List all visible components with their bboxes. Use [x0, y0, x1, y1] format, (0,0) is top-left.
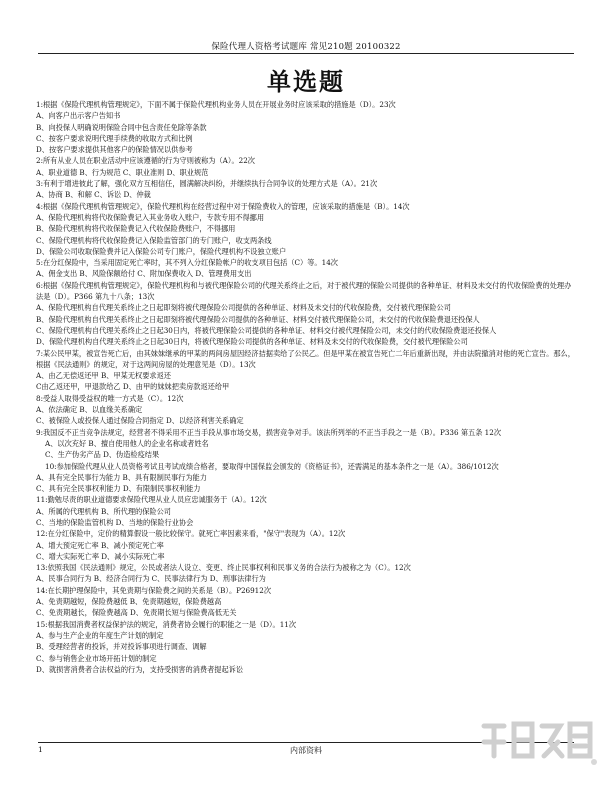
- running-header: 保险代理人资格考试题库 常见210题 20100322: [211, 42, 401, 52]
- question-stem: 9:我国反不正当竞争法规定，经营者不得采用不正当手段从事市场交易，损害竞争对手。该法所列举的不正当手段之一是（B）。P336 第五条 12次: [36, 427, 502, 437]
- answer-options-row: C、被保险人或投保人通过保险合同指定 D、以经济利害关系确定: [36, 416, 244, 426]
- answer-option: D、就损害消费者合法权益的行为，支持受损害的消费者提起诉讼: [36, 664, 244, 674]
- answer-options-row: A、由乙无偿返还甲 B、甲某无权要求返还: [36, 371, 171, 381]
- question-stem: 12:在分红保险中，定价的精算假设一般比较保守。就死亡率因素来看，"保守"表现为（A）。12次: [36, 529, 346, 539]
- answer-option: D、保险公司收取保险费并记入保险公司专门账户，保险代理机构不设独立账户: [36, 246, 287, 256]
- answer-option: C、保险代理机构自代理关系终止之日起30日内，将被代理保险公司提供的各种单证、材料交付被代理保险公司，未交付的代收保险费退还投保人: [36, 325, 497, 335]
- answer-option: D、按客户要求提供其他客户的保险情况以供参考: [36, 145, 193, 155]
- answer-option: C、参与销售企业市场开拓计划的制定: [36, 653, 157, 663]
- question-stem: 14:在长期护理保险中，其免责期与保险费之间的关系是（B）。P26912次: [36, 585, 272, 595]
- question-stem: 11:勤勉尽责的职业道德要求保险代理从业人员应忠诚服务于（A）。12次: [36, 495, 267, 505]
- watermark-logo: [474, 712, 602, 770]
- answer-option: B、保险代理机构将代收保险费记入代收保险费账户，不得挪用: [36, 224, 236, 234]
- page-number: 1: [38, 745, 43, 754]
- running-footer: 内部资料: [290, 746, 322, 755]
- question-stem: 4:根据《保险代理机构管理规定》，保险代理机构在经营过程中对于保险费收入的管理，应该采取的措施是（B）。14次: [36, 201, 410, 211]
- answer-options-row: A、佣金支出 B、风险保额给付 C、附加保费收入 D、管理费用支出: [36, 269, 252, 279]
- answer-options-row: A、免责期越短，保险费越低 B、免责期越短，保险费越高: [36, 597, 222, 607]
- answer-option: D、保险代理机构自代理关系终止之日起30日内，将被代理保险公司提供的各种单证、材料及未交付的代收保险费，交付被代理保险公司: [36, 337, 468, 347]
- answer-options-row: A、民事合同行为 B、经济合同行为 C、民事法律行为 D、刑事法律行为: [36, 574, 266, 584]
- answer-option: B、保险代理机构自代理关系终止之日起即刻将被代理保险公司提供的各种单证、材料交付被代理保险公司，未交付的代收保险费退还投保人: [36, 314, 480, 324]
- question-stem: 2:所有从业人员在职业活动中应该遵循的行为守则被称为（A）。22次: [36, 156, 255, 166]
- answer-options-row: A、职业道德 B、行为规范 C、职业准则 D、职业规范: [36, 167, 209, 177]
- answer-options-row: A、具有完全民事行为能力 B、具有限制民事行为能力: [36, 472, 207, 482]
- question-stem: 13:依照我国《民法通则》规定，公民或者法人设立、变更、终止民事权利和民事义务的合法行为被称之为（C）。12次: [36, 563, 411, 573]
- answer-option: A、参与生产企业的年度生产计划的制定: [36, 630, 164, 640]
- answer-option: C、按客户要求说明代理手续费的收取方式和比例: [36, 133, 193, 143]
- header-rule: [38, 53, 574, 54]
- answer-options-row: C、增大实际死亡率 D、减小实际死亡率: [36, 551, 165, 561]
- question-stem: 15:根据我国消费者权益保护法的规定，消费者协会履行的职能之一是（D）。11次: [36, 619, 297, 629]
- answer-option: B、受理经营者的投诉，并对投诉事项进行调查、调解: [36, 642, 207, 652]
- answer-options-row: A、依法确定 B、以血缘关系确定: [36, 405, 143, 415]
- answer-options-row: A、增大预定死亡率 B、减小预定死亡率: [36, 540, 164, 550]
- question-stem: 1:根据《保险代理机构管理规定》，下面不属于保险代理机构业务人员在开展业务时应该采取的措施是（D）。23次: [36, 100, 396, 109]
- question-list: [36, 99, 576, 675]
- answer-option: A、保险代理机构将代收保险费记入其业务收入账户，专款专用不得挪用: [36, 212, 265, 222]
- question-stem: 6:根据《保险代理机构管理规定》，保险代理机构和与被代理保险公司的代理关系终止之后，对于被代理的保险公司提供的各种单证、材料及未交付的代收保险费的处理办法是（D）。P366 第九十八条；13次: [36, 280, 572, 302]
- answer-options-row: A、以次充好 B、擅自使用他人的企业名称或者姓名: [45, 438, 209, 448]
- answer-options-row: C、免责期越长，保险费越高 D、免责期长短与保险费高低无关: [36, 608, 237, 618]
- answer-options-row: A、所属的代理机构 B、所代理的保险公司: [36, 506, 171, 516]
- answer-options-row: A、协商 B、和解 C、诉讼 D、仲裁: [36, 190, 151, 200]
- answer-options-row: C、具有完全民事权利能力 D、有限制民事权利能力: [36, 484, 201, 494]
- answer-options-row: C、生产伪劣产品 D、伪造检疫结果: [45, 450, 160, 460]
- answer-option: B、向投保人明确说明保险合同中包含责任免除等条款: [36, 122, 207, 132]
- question-stem: 7:某公民甲某，被宣告死亡后，由其妹妹继承的甲某的两间房屋因经济拮据卖给了公民乙。但是甲某在被宣告死亡二年后重新出现，并由法院撤消对他的死亡宣告。那么，根据《民法通则》的规定，对于这两间房屋的处理意见是（D）。13次: [36, 348, 575, 369]
- answer-options-row: C、当地的保险监管机构 D、当地的保险行业协会: [36, 517, 194, 527]
- answer-option: A、保险代理机构自代理关系终止之日起即刻将被代理保险公司提供的各种单证、材料及未交付的代收保险费，交付被代理保险公司: [36, 303, 451, 313]
- question-stem: 8:受益人取得受益权的唯一方式是（C）。12次: [36, 393, 184, 403]
- page-title: 单选题: [267, 68, 345, 96]
- question-stem: 5:在分红保险中，当采用固定死亡率时，其不列入分红保险帐户的收支项目包括（C）等。14次: [36, 258, 338, 268]
- download-arrow-icon: [474, 712, 602, 770]
- question-stem: 10:参加保险代理从业人员资格考试且考试成绩合格者，要取得中国保监会颁发的《资格证书》，还需满足的基本条件之一是（A）。386/1012次: [45, 461, 499, 471]
- answer-option: C、保险代理机构将代收保险费记入保险监管部门的专门账户，收支两条线: [36, 235, 272, 245]
- answer-option: A、向客户出示客户告知书: [36, 111, 121, 121]
- answer-options-row: C由乙返还甲，甲退款给乙 D、由甲的妹妹把卖房款返还给甲: [36, 382, 230, 392]
- question-stem: 3:有利于增进彼此了解，强化双方互相信任，圆满解决纠纷，并继续执行合同争议的处理方式是（A）。21次: [36, 179, 378, 189]
